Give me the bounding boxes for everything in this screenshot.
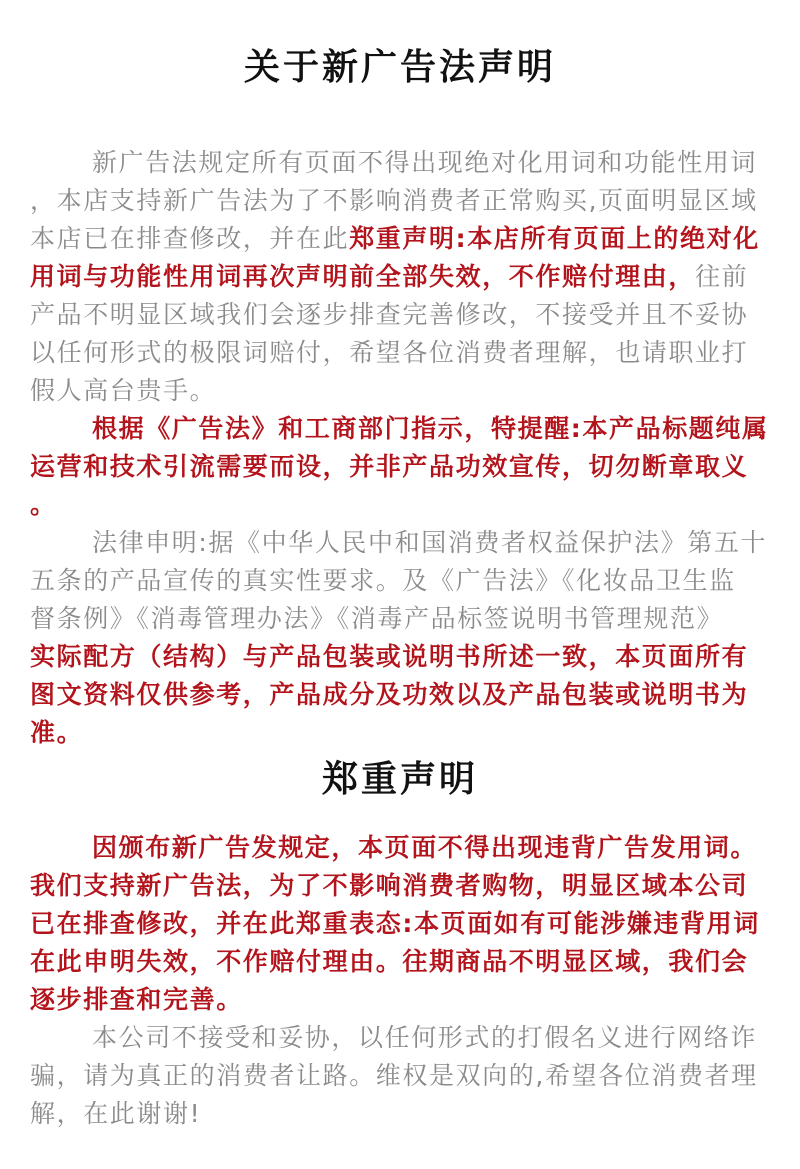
highlighted-text: 已在排查修改，并在此郑重表态:本页面如有可能涉嫌违背用词 bbox=[30, 909, 760, 938]
text-line bbox=[30, 182, 770, 220]
highlighted-text: 运营和技术引流需要而设，并非产品功效宣传，切勿断章取义 bbox=[30, 452, 749, 481]
highlighted-text: 在此申明失效，不作赔付理由。往期商品不明显区域，我们会 bbox=[30, 947, 749, 976]
highlighted-text: 图文资料仅供参考，产品成分及功效以及产品包装或说明书为 bbox=[30, 680, 749, 709]
page-title: 关于新广告法声明 bbox=[243, 47, 556, 88]
body-text: 本公司不接受和妥协，以任何形式的打假名义进行网络诈 bbox=[92, 1023, 758, 1052]
highlighted-text: 因颁布新广告发规定，本页面不得出现违背广告发用词。 bbox=[92, 833, 758, 862]
body-text: 假人高台贵手。 bbox=[30, 376, 217, 405]
body-text: 产品不明显区域我们会逐步排查完善修改，不接受并且不妥协 bbox=[30, 300, 749, 329]
text-line bbox=[30, 486, 770, 524]
body-text: 解，在此谢谢! bbox=[30, 1099, 202, 1128]
text-line bbox=[30, 220, 770, 258]
highlighted-text: 。 bbox=[30, 490, 57, 519]
text-line bbox=[30, 1019, 770, 1057]
text-line bbox=[30, 144, 770, 182]
text-line bbox=[30, 562, 770, 600]
text-line bbox=[30, 829, 770, 867]
text-line bbox=[30, 524, 770, 562]
body-text: 法律申明:据《中华人民中和国消费者权益保护法》第五十 bbox=[92, 528, 768, 557]
text-line bbox=[30, 258, 770, 296]
text-line bbox=[30, 981, 770, 1019]
body-text: 骗，请为真正的消费者让路。维权是双向的,希望各位消费者理 bbox=[30, 1061, 758, 1090]
text-line bbox=[30, 410, 770, 448]
text-line bbox=[30, 296, 770, 334]
body-text: 以任何形式的极限词赔付，希望各位消费者理解，也请职业打 bbox=[30, 338, 749, 367]
body-text: ，本店支持新广告法为了不影响消费者正常购买,页面明显区域 bbox=[30, 186, 758, 215]
text-line bbox=[30, 676, 770, 714]
body-text: 本店已在排查修改，并在此 bbox=[30, 224, 350, 253]
section-title-solemn-statement: 郑重声明 bbox=[321, 759, 478, 800]
highlighted-text: 我们支持新广告法，为了不影响消费者购物，明显区域本公司 bbox=[30, 871, 749, 900]
paragraph-anti-fraud bbox=[30, 1019, 770, 1133]
highlighted-text: 根据《广告法》和工商部门指示，特提醒:本产品标题纯属 bbox=[92, 414, 769, 443]
text-line bbox=[30, 867, 770, 905]
highlighted-text: 逐步排查和完善。 bbox=[30, 985, 243, 1014]
body-text: 五条的产品宣传的真实性要求。及《广告法》《化妆品卫生监 bbox=[30, 566, 736, 595]
text-line bbox=[30, 943, 770, 981]
text-line bbox=[30, 448, 770, 486]
body-text: 往前 bbox=[695, 262, 749, 291]
highlighted-text: 郑重声明:本店所有页面上的绝对化 bbox=[349, 224, 760, 253]
body-text: 督条例》《消毒管理办法》《消毒产品标签说明书管理规范》 bbox=[30, 604, 724, 633]
paragraph-new-ad-law bbox=[30, 144, 770, 410]
text-line bbox=[30, 600, 770, 638]
text-line bbox=[30, 714, 770, 752]
text-line bbox=[30, 334, 770, 372]
text-line bbox=[30, 372, 770, 410]
body-text: 新广告法规定所有页面不得出现绝对化用词和功能性用词 bbox=[92, 148, 758, 177]
highlighted-text: 实际配方（结构）与产品包装或说明书所述一致，本页面所有 bbox=[30, 642, 749, 671]
text-line bbox=[30, 1057, 770, 1095]
highlighted-text: 用词与功能性用词再次声明前全部失效，不作赔付理由， bbox=[30, 262, 696, 291]
paragraph-legal-statement bbox=[30, 524, 770, 752]
text-line bbox=[30, 638, 770, 676]
highlighted-text: 准。 bbox=[30, 718, 84, 747]
paragraph-solemn-statement bbox=[30, 829, 770, 1019]
text-line bbox=[30, 905, 770, 943]
paragraph-reminder bbox=[30, 410, 770, 524]
text-line bbox=[30, 1095, 770, 1133]
